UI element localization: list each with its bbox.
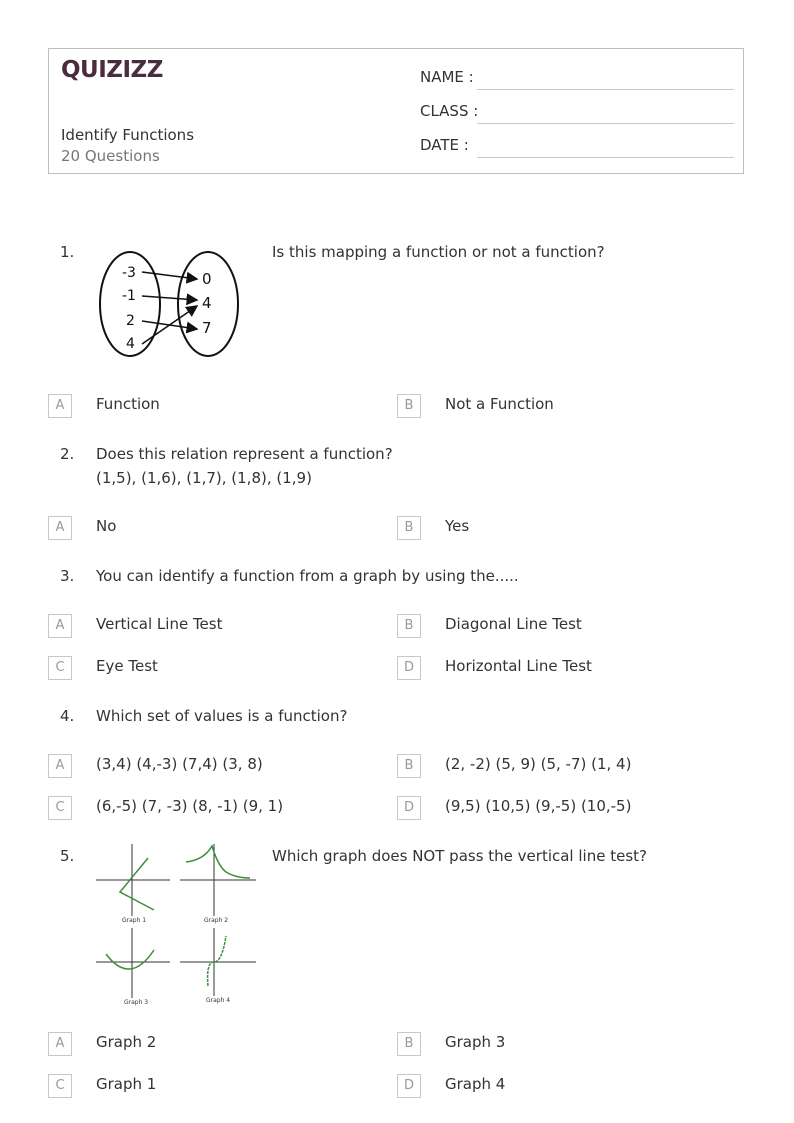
option-letter: B bbox=[397, 614, 421, 638]
option-letter: B bbox=[397, 516, 421, 540]
option-letter: A bbox=[48, 754, 72, 778]
class-line[interactable] bbox=[477, 123, 734, 124]
graph-label: Graph 3 bbox=[124, 999, 149, 1006]
range-value: 0 bbox=[202, 270, 212, 288]
option-text: Not a Function bbox=[445, 395, 554, 413]
mapping-arrow bbox=[142, 272, 197, 279]
option-letter: B bbox=[397, 394, 421, 418]
graph-2 bbox=[180, 844, 256, 924]
q1-number: 1. bbox=[60, 243, 75, 261]
graph-label: Graph 1 bbox=[122, 917, 147, 924]
q2-number: 2. bbox=[60, 445, 75, 463]
q5-text: Which graph does NOT pass the vertical line test? bbox=[272, 847, 647, 865]
option-letter: A bbox=[48, 614, 72, 638]
domain-value: 2 bbox=[126, 313, 135, 329]
mapping-arrow bbox=[142, 296, 197, 300]
range-value: 7 bbox=[202, 319, 212, 337]
option-text: No bbox=[96, 517, 117, 535]
option-text: Graph 2 bbox=[96, 1033, 157, 1051]
graph-label: Graph 4 bbox=[206, 997, 231, 1004]
option-letter: B bbox=[397, 1032, 421, 1056]
class-field[interactable] bbox=[420, 102, 734, 124]
option-text: Function bbox=[96, 395, 160, 413]
date-field[interactable] bbox=[420, 136, 734, 158]
option-text: (2, -2) (5, 9) (5, -7) (1, 4) bbox=[445, 755, 632, 773]
domain-value: -3 bbox=[122, 265, 136, 281]
graph-1 bbox=[96, 844, 170, 924]
q1-mapping-diagram bbox=[96, 248, 244, 362]
option-text: (3,4) (4,-3) (7,4) (3, 8) bbox=[96, 755, 263, 773]
domain-value: 4 bbox=[126, 336, 135, 352]
q2-text: Does this relation represent a function? bbox=[96, 445, 393, 463]
option-text: (6,-5) (7, -3) (8, -1) (9, 1) bbox=[96, 797, 284, 815]
q2-relation: (1,5), (1,6), (1,7), (1,8), (1,9) bbox=[96, 469, 312, 487]
date-label: DATE : bbox=[420, 136, 469, 154]
q5-graphs-image bbox=[94, 840, 260, 1010]
name-line[interactable] bbox=[477, 89, 734, 90]
q5-number: 5. bbox=[60, 847, 75, 865]
name-label: NAME : bbox=[420, 68, 474, 86]
option-letter: A bbox=[48, 1032, 72, 1056]
option-letter: A bbox=[48, 394, 72, 418]
graph-4 bbox=[180, 928, 256, 1004]
graph-3 bbox=[96, 928, 170, 1006]
option-text: Vertical Line Test bbox=[96, 615, 223, 633]
option-letter: D bbox=[397, 1074, 421, 1098]
option-letter: B bbox=[397, 754, 421, 778]
option-letter: C bbox=[48, 656, 72, 680]
option-text: Horizontal Line Test bbox=[445, 657, 592, 675]
quizizz-logo: QUIZIZZ bbox=[61, 57, 163, 83]
mapping-arrow bbox=[142, 306, 197, 344]
domain-value: -1 bbox=[122, 288, 136, 304]
option-letter: C bbox=[48, 1074, 72, 1098]
date-line[interactable] bbox=[477, 157, 734, 158]
q4-number: 4. bbox=[60, 707, 75, 725]
option-text: Eye Test bbox=[96, 657, 158, 675]
option-text: Diagonal Line Test bbox=[445, 615, 582, 633]
range-value: 4 bbox=[202, 294, 212, 312]
question-count: 20 Questions bbox=[61, 147, 160, 165]
q1-text: Is this mapping a function or not a function? bbox=[272, 243, 605, 261]
option-letter: D bbox=[397, 656, 421, 680]
option-text: Graph 3 bbox=[445, 1033, 506, 1051]
q3-number: 3. bbox=[60, 567, 75, 585]
class-label: CLASS : bbox=[420, 102, 479, 120]
option-text: Graph 4 bbox=[445, 1075, 506, 1093]
q3-text: You can identify a function from a graph by using the..... bbox=[96, 567, 519, 585]
option-letter: C bbox=[48, 796, 72, 820]
option-text: Yes bbox=[445, 517, 470, 535]
worksheet-title: Identify Functions bbox=[61, 126, 195, 144]
option-text: Graph 1 bbox=[96, 1075, 157, 1093]
option-letter: D bbox=[397, 796, 421, 820]
option-letter: A bbox=[48, 516, 72, 540]
option-text: (9,5) (10,5) (9,-5) (10,-5) bbox=[445, 797, 632, 815]
worksheet-header bbox=[48, 48, 744, 174]
graph-label: Graph 2 bbox=[204, 917, 229, 924]
q4-text: Which set of values is a function? bbox=[96, 707, 348, 725]
name-field[interactable] bbox=[420, 68, 734, 90]
